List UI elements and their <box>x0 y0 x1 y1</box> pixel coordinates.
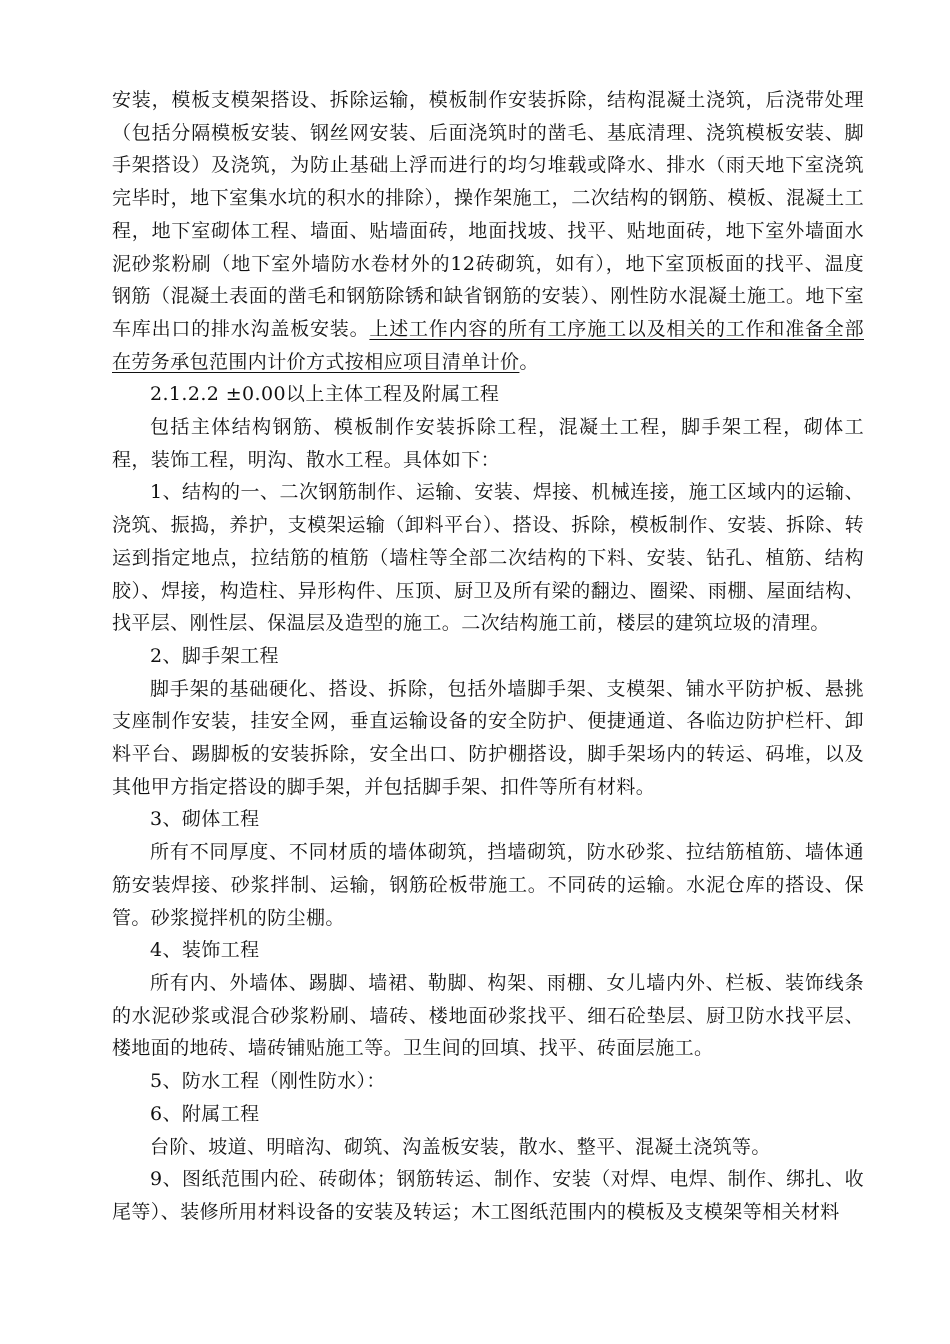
item-1-structure: 1、结构的一、二次钢筋制作、运输、安装、焊接、机械连接，施工区域内的运输、浇筑、振捣，养护，支模架运输（卸料平台）、搭设、拆除，模板制作、安装、拆除、转运到指定地点，拉结筋的植筋（墙柱等全部二次结构的下料、安装、钻孔、植筋、结构胶）、焊接，构造柱、异形构件、压顶、厨卫及所有梁的翻边、圈梁、雨棚、屋面结构、找平层、刚性层、保温层及造型的施工。二次结构施工前，楼层的建筑垃圾的清理。 <box>112 481 864 635</box>
item-3-title: 3、砌体工程 <box>150 808 260 831</box>
paragraph-basement-scope <box>112 84 864 378</box>
item-4-body: 所有内、外墙体、踢脚、墙裙、勒脚、构架、雨棚、女儿墙内外、栏板、装饰线条的水泥砂浆或混合砂浆粉刷、墙砖、楼地面砂浆找平、细石砼垫层、厨卫防水找平层、楼地面的地砖、墙砖铺贴施工等。卫生间的回填、找平、砖面层施工。 <box>112 971 864 1060</box>
item-6-title: 6、附属工程 <box>150 1102 260 1125</box>
item-6-body: 台阶、坡道、明暗沟、砌筑、沟盖板安装，散水、整平、混凝土浇筑等。 <box>150 1135 771 1158</box>
document-page <box>112 84 864 1229</box>
item-9: 9、图纸范围内砼、砖砌体；钢筋转运、制作、安装（对焊、电焊、制作、绑扎、收尾等）、装修所用材料设备的安装及转运；木工图纸范围内的模板及支模架等相关材料 <box>112 1168 864 1223</box>
item-5-title: 5、防水工程（刚性防水）： <box>150 1070 386 1093</box>
item-2-title: 2、脚手架工程 <box>150 644 279 667</box>
paragraph-text: 安装，模板支模架搭设、拆除运输，模板制作安装拆除，结构混凝土浇筑，后浇带处理（包括分隔模板安装、钢丝网安装、后面浇筑时的凿毛、基底清理、浇筑模板安装、脚手架搭设）及浇筑，为防止基础上浮而进行的均匀堆载或降水、排水（雨天地下室浇筑完毕时，地下室集水坑的积水的排除），操作架施工，二次结构的钢筋、模板、混凝土工程，地下室砌体工程、墙面、贴墙面砖，地面找坡、找平、贴地面砖，地下室外墙面水泥砂浆粉刷（地下室外墙防水卷材外的12砖砌筑，如有），地下室顶板面的找平、温度钢筋（混凝土表面的凿毛和钢筋除锈和缺省钢筋的安装）、刚性防水混凝土施工。地下室车库出口的排水沟盖板安装。 <box>112 89 864 340</box>
section-heading-2122: 2.1.2.2 ±0.00以上主体工程及附属工程 <box>150 383 500 406</box>
section-intro: 包括主体结构钢筋、模板制作安装拆除工程，混凝土工程，脚手架工程，砌体工程，装饰工程，明沟、散水工程。具体如下： <box>112 416 864 471</box>
item-3-body: 所有不同厚度、不同材质的墙体砌筑，挡墙砌筑，防水砂浆、拉结筋植筋、墙体通筋安装焊接、砂浆拌制、运输，钢筋砼板带施工。不同砖的运输。水泥仓库的搭设、保管。砂浆搅拌机的防尘棚。 <box>112 841 864 929</box>
item-4-title: 4、装饰工程 <box>150 939 260 962</box>
item-2-body: 脚手架的基础硬化、搭设、拆除，包括外墙脚手架、支模架、铺水平防护板、悬挑支座制作安装，挂安全网，垂直运输设备的安全防护、便捷通道、各临边防护栏杆、卸料平台、踢脚板的安装拆除，安全出口、防护棚搭设，脚手架场内的转运、码堆，以及其他甲方指定搭设的脚手架，并包括脚手架、扣件等所有材料。 <box>112 677 864 798</box>
underlined-pricing-note: 上述工作内容的所有工序施工以及相关的工作和准备全部在劳务承包范围内计价方式按相应项目清单计价 <box>112 317 864 373</box>
paragraph-end: 。 <box>519 350 539 373</box>
